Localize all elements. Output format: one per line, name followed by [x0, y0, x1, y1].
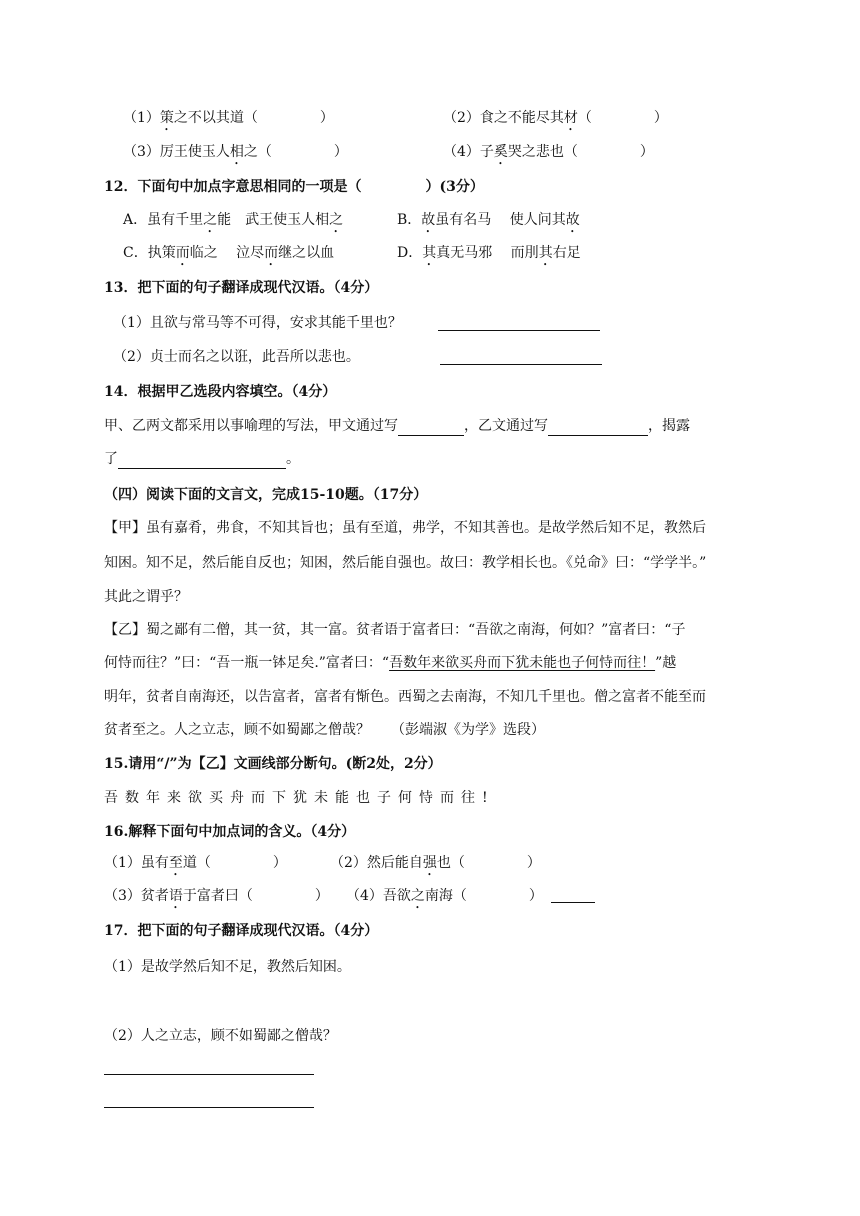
q13-title: 13．把下面的句子翻译成现代汉语。（4分） — [104, 280, 379, 296]
q12-option-a: A．虽有千里之能 武王使玉人相之 — [123, 212, 344, 228]
q11-item-2: （2）食之不能尽其材（ ） — [443, 110, 668, 126]
q14-blank-2[interactable] — [548, 419, 648, 436]
q14-blank-3[interactable] — [118, 452, 286, 469]
q11-item-1: （1）策之不以其道（ ） — [123, 110, 334, 126]
passage-jia-line: 【甲】虽有嘉肴，弗食，不知其旨也；虽有至道，弗学，不知其善也。是故学然后知不足，教然后 — [104, 520, 706, 536]
q13-sentence-1: （1）且欲与常马等不可得，安求其能千里也？ — [113, 315, 402, 331]
q14-line-2: 了 。 — [104, 451, 300, 467]
q12-title: 12．下面句中加点字意思相同的一项是（ ）(3分） — [104, 179, 484, 195]
q15-title: 15.请用“/”为【乙】文画线部分断句。(断2处，2分） — [104, 756, 442, 772]
q13-sentence-2: （2）贞士而名之以诳，此吾所以悲也。 — [113, 349, 360, 365]
passage-jia-line: 知困。知不足，然后能自反也；知困，然后能自强也。故曰：教学相长也。《兑命》曰：“学学半。” — [104, 555, 707, 571]
q17-sentence-2: （2）人之立志，顾不如蜀鄙之僧哉？ — [104, 1028, 337, 1044]
q16-item-1: （1）虽有至道（ ） — [104, 855, 287, 871]
passage-yi-line: 贫者至之。人之立志，顾不如蜀鄙之僧哉？ （彭端淑《为学》选段） — [104, 722, 545, 738]
passage-yi-line: 【乙】蜀之鄙有二僧，其一贫，其一富。贫者语于富者曰：“吾欲之南海，何如？”富者曰：“子 — [104, 622, 686, 638]
q16-answer-line[interactable] — [551, 902, 595, 903]
passage-yi-line: 何恃而往？”曰：“吾一瓶一钵足矣.”富者曰：“吾数年来欲买舟而下犹未能也子何恃而往！”越 — [104, 655, 677, 671]
q17-title: 17．把下面的句子翻译成现代汉语。（4分） — [104, 923, 379, 939]
q15-text: 吾数年来欲买舟而下犹未能也子何恃而往! — [104, 790, 495, 806]
q17-answer-line-1[interactable] — [104, 1074, 314, 1075]
q14-line-1: 甲、乙两文都采用以事喻理的写法，甲文通过写 ，乙文通过写 ，揭露 — [104, 418, 690, 434]
passage-yi-line: 明年，贫者自南海还，以告富者，富者有惭色。西蜀之去南海，不知几千里也。僧之富者不能至而 — [104, 689, 706, 705]
q17-answer-line-2[interactable] — [104, 1107, 314, 1108]
q11-item-4: （4）子奚哭之悲也（ ） — [443, 144, 654, 160]
q16-item-2: （2）然后能自强也（ ） — [330, 855, 541, 871]
q12-option-c: C．执策而临之 泣尽而继之以血 — [123, 245, 335, 261]
q13-answer-line-2[interactable] — [440, 364, 602, 365]
passage-jia-line: 其此之谓乎？ — [104, 589, 188, 605]
q12-option-d: D．其真无马邪 而刖其右足 — [397, 245, 581, 261]
q14-blank-1[interactable] — [398, 419, 464, 436]
q16-item-4: （4）吾欲之南海（ ） — [346, 888, 543, 904]
q14-title: 14．根据甲乙选段内容填空。（4分） — [104, 384, 337, 400]
q17-sentence-1: （1）是故学然后知不足，教然后知困。 — [104, 959, 351, 975]
q11-item-3: （3）厉王使玉人相之（ ） — [123, 144, 348, 160]
q16-item-3: （3）贫者语于富者曰（ ） — [104, 888, 329, 904]
section-4-title: （四）阅读下面的文言文，完成15-10题。（17分） — [104, 487, 428, 503]
underlined-sentence: 吾数年来欲买舟而下犹未能也子何恃而往！ — [389, 655, 656, 671]
q12-option-b: B．故虽有名马 使人问其故 — [397, 212, 580, 228]
q16-title: 16.解释下面句中加点词的含义。（4分） — [104, 824, 356, 840]
q13-answer-line-1[interactable] — [438, 330, 600, 331]
